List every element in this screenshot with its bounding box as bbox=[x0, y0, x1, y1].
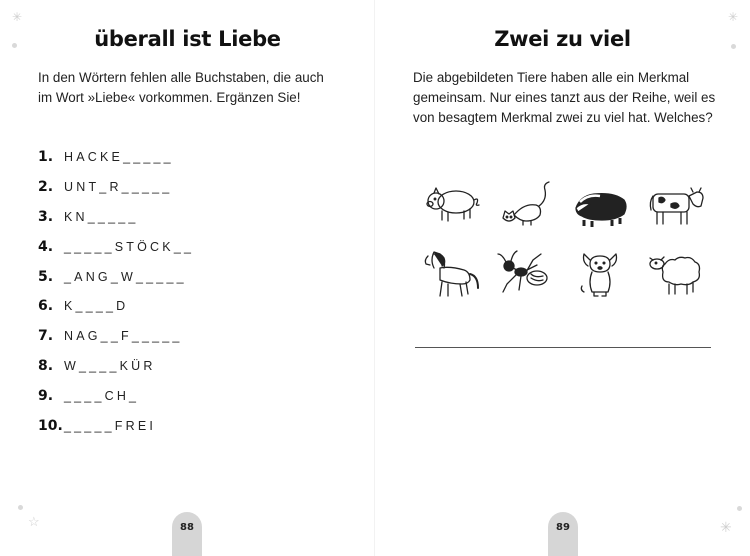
item-number: 5. bbox=[38, 268, 54, 285]
incomplete-word: ____CH_ bbox=[64, 389, 140, 404]
incomplete-word: K____D bbox=[64, 299, 129, 314]
item-number: 10. bbox=[38, 417, 63, 434]
incomplete-word: HACKE_____ bbox=[64, 149, 174, 164]
right-page bbox=[375, 0, 750, 556]
puzzle-item bbox=[38, 262, 338, 292]
puzzle-item bbox=[38, 321, 338, 351]
puzzle-item bbox=[38, 232, 338, 262]
item-number: 6. bbox=[38, 298, 54, 315]
badger-icon bbox=[563, 173, 638, 239]
incomplete-word: KN_____ bbox=[64, 209, 139, 224]
puzzle-item bbox=[38, 381, 338, 411]
item-number: 8. bbox=[38, 358, 54, 375]
decorative-dot bbox=[737, 506, 742, 511]
item-number: 1. bbox=[38, 148, 54, 165]
sparkle-icon: ✳ bbox=[12, 10, 23, 24]
instruction-text: Die abgebildeten Tiere haben alle ein Merkmal gemeinsam. Nur eines tanzt aus der Reihe, weil es von besagtem Merkmal zwei zu viel hat. Welches? bbox=[413, 70, 716, 125]
star-outline-icon: ☆ bbox=[28, 514, 40, 529]
sparkle-icon: ✳ bbox=[720, 519, 732, 535]
item-number: 7. bbox=[38, 328, 54, 345]
puzzle-item bbox=[38, 411, 338, 441]
dog-icon bbox=[563, 241, 638, 307]
sheep-icon bbox=[638, 241, 713, 307]
page-number: 89 bbox=[548, 512, 578, 556]
word-puzzle-list bbox=[38, 142, 338, 441]
horse-icon bbox=[413, 241, 488, 307]
incomplete-word: UNT_R_____ bbox=[64, 179, 173, 194]
incomplete-word: _____FREI bbox=[64, 418, 157, 433]
item-number: 3. bbox=[38, 208, 54, 225]
page-title: überall ist Liebe bbox=[94, 27, 281, 51]
incomplete-word: _____STÖCK__ bbox=[64, 239, 195, 254]
puzzle-item bbox=[38, 172, 338, 202]
cow-icon bbox=[638, 173, 713, 239]
sparkle-icon: ✳ bbox=[728, 10, 739, 24]
ant-icon bbox=[488, 241, 563, 307]
incomplete-word: _ANG_W_____ bbox=[64, 269, 187, 284]
item-number: 9. bbox=[38, 388, 54, 405]
instruction-text: In den Wörtern fehlen alle Buchstaben, die auch im Wort »Liebe« vorkommen. Ergänzen Sie! bbox=[38, 70, 324, 105]
pig-icon bbox=[413, 173, 488, 239]
cat-icon bbox=[488, 173, 563, 239]
puzzle-item bbox=[38, 142, 338, 172]
decorative-dot bbox=[18, 505, 23, 510]
puzzle-item bbox=[38, 291, 338, 321]
incomplete-word: NAG__F_____ bbox=[64, 329, 183, 344]
incomplete-word: W____KÜR bbox=[64, 359, 156, 374]
page-number: 88 bbox=[172, 512, 202, 556]
item-number: 2. bbox=[38, 178, 54, 195]
animal-illustrations bbox=[413, 173, 713, 307]
item-number: 4. bbox=[38, 238, 54, 255]
puzzle-item bbox=[38, 202, 338, 232]
puzzle-item bbox=[38, 351, 338, 381]
page-title: Zwei zu viel bbox=[494, 27, 631, 51]
answer-line[interactable] bbox=[415, 347, 711, 348]
